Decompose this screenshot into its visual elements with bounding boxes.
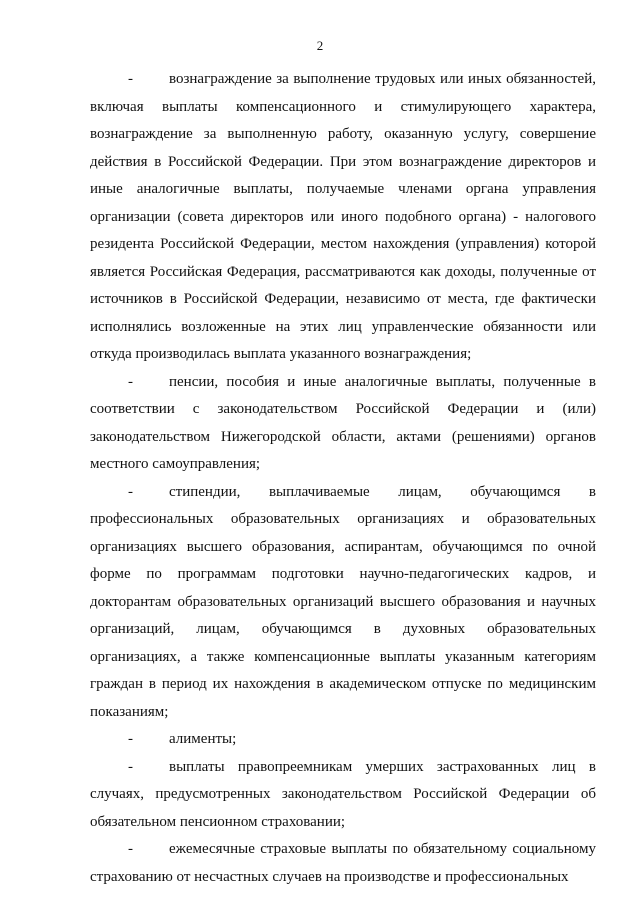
list-item <box>90 754 596 837</box>
list-item-text: вознаграждение за выполнение трудовых или иных обязанностей, включая выплаты компенсационного и стимулирующего характера, вознаграждение за выполненную работу, оказанную услугу, совершение действия в Российской Федерации. При этом вознаграждение директоров и иные аналогичные выплаты, получаемые членами органа управления организации (совета директоров или иного подобного органа) - налогового резидента Российской Федерации, местом нахождения (управления) которой является Российская Федерация, рассматриваются как доходы, полученные от источников в Российской Федерации, независимо от места, где фактически исполнялись возложенные на этих лиц управленческие обязанности или откуда производилась выплата указанного вознаграждения; <box>90 71 596 362</box>
document-body <box>90 66 596 891</box>
list-marker: - <box>128 373 133 390</box>
list-marker: - <box>128 758 133 775</box>
list-item-text: пенсии, пособия и иные аналогичные выплаты, полученные в соответствии с законодательством Российской Федерации и (или) законодательством Нижегородской области, актами (решениями) органов местного самоуправления; <box>90 373 596 472</box>
list-marker: - <box>128 731 133 747</box>
list-item <box>90 66 596 369</box>
page-number: 2 <box>316 38 324 53</box>
list-marker: - <box>128 71 133 87</box>
list-item-text: алименты; <box>169 731 237 747</box>
list-item <box>90 836 596 891</box>
list-item <box>90 726 596 754</box>
list-item-text: выплаты правопреемникам умерших застрахованных лиц в случаях, предусмотренных законодательством Российской Федерации об обязательном пенсионном страховании; <box>90 758 596 830</box>
list-item-text: стипендии, выплачиваемые лицам, обучающимся в профессиональных образовательных организациях и образовательных организациях высшего образования, аспирантам, обучающимся по очной форме по программам подготовки научно-педагогических кадров, и докторантам образовательных организаций высшего образования и научных организаций, лицам, обучающимся в духовных образовательных организациях, а также компенсационные выплаты указанным категориям граждан в период их нахождения в академическом отпуске по медицинским показаниям; <box>90 483 596 720</box>
list-marker: - <box>128 841 133 857</box>
list-item <box>90 369 596 479</box>
list-item <box>90 479 596 727</box>
list-item-text: ежемесячные страховые выплаты по обязательному социальному страхованию от несчастных случаев на производстве и профессиональных <box>90 841 596 885</box>
list-marker: - <box>128 483 133 500</box>
